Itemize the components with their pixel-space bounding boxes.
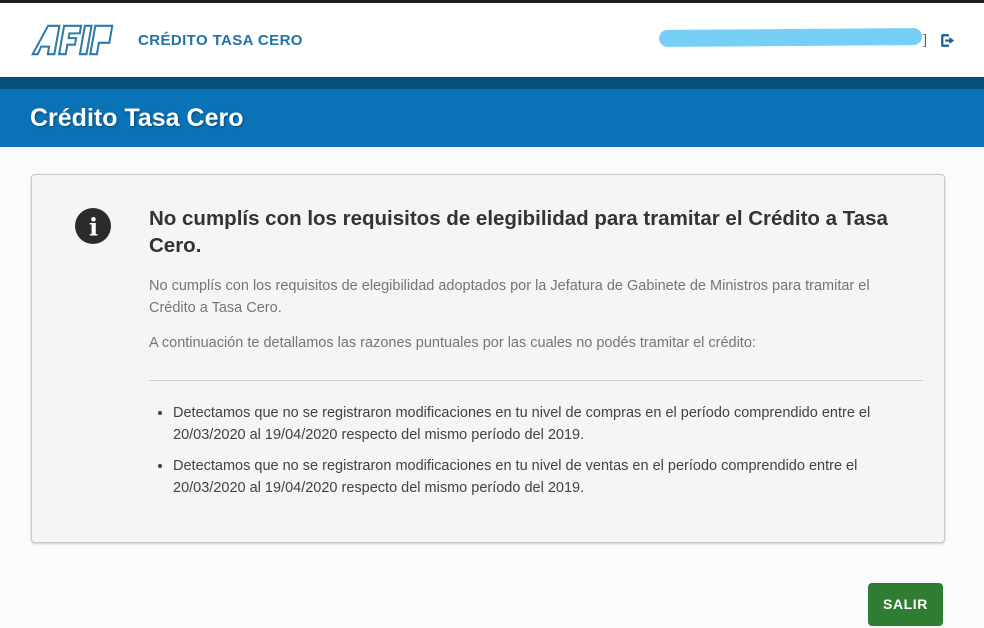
reason-item-compras: • Detectamos que no se registraron modificaciones en tu nivel de compras en el período comprendido entre el 20/03/2020 al 19/04/2020 respecto del mismo período del 2019.: [173, 402, 915, 446]
reasons-list: [149, 402, 923, 499]
page-banner: [0, 89, 984, 147]
main-content: [0, 174, 984, 626]
logout-button[interactable]: [937, 30, 958, 51]
svg-text:i: i: [88, 212, 99, 242]
banner-dark-strip: [0, 77, 984, 89]
redaction-highlight: [659, 28, 922, 47]
message-body: [149, 206, 923, 508]
action-row: [0, 583, 984, 626]
info-circle-icon: [75, 208, 111, 244]
logout-icon: [939, 32, 956, 49]
app-header: [0, 3, 984, 77]
app-title: CRÉDITO TASA CERO: [138, 31, 303, 49]
message-paragraph-1: No cumplís con los requisitos de elegibilidad adoptados por la Jefatura de Gabinete de Ministros para tramitar el Crédito a Tasa Cero.: [149, 278, 870, 317]
user-name-bracket: ]: [923, 31, 927, 47]
message-heading: No cumplís con los requisitos de elegibilidad para tramitar el Crédito a Tasa Cero.: [149, 207, 888, 257]
afip-logo-icon: [28, 23, 122, 57]
salir-button[interactable]: SALIR: [868, 583, 943, 626]
message-paragraph-2: A continuación te detallamos las razones puntuales por las cuales no podés tramitar el crédito:: [149, 334, 756, 351]
section-divider: [149, 380, 923, 381]
user-name-redacted: [659, 29, 925, 51]
reason-item-ventas: • Detectamos que no se registraron modificaciones en tu nivel de ventas en el período comprendido entre el 20/03/2020 al 19/04/2020 respecto del mismo período del 2019.: [173, 455, 915, 499]
page-title: Crédito Tasa Cero: [30, 103, 244, 132]
eligibility-message-card: [31, 174, 945, 543]
